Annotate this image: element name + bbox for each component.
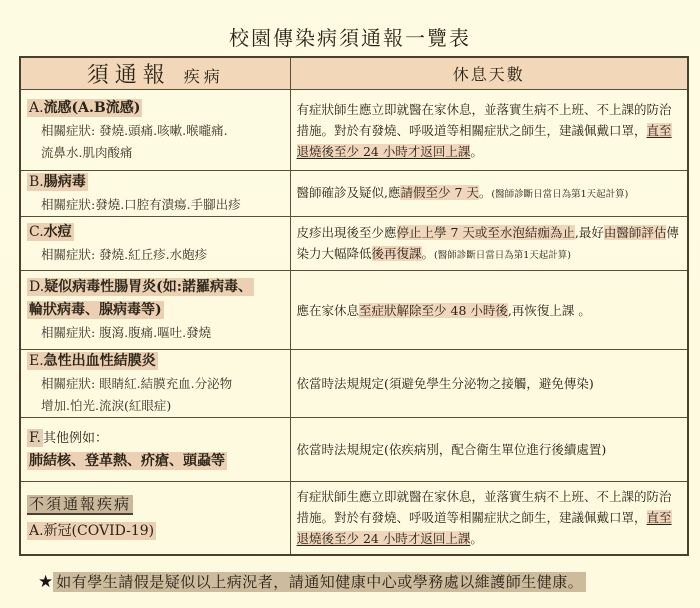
- symptoms: 流鼻水.肌肉酸痛: [41, 144, 133, 160]
- disease-report-table: [19, 56, 689, 556]
- star-icon: ★: [38, 572, 54, 592]
- table-row: [20, 418, 688, 482]
- symptoms: 相關症狀: 眼睛紅.結膜充血.分泌物: [41, 376, 233, 391]
- rest-highlight: 請假至少 7 天: [400, 185, 479, 200]
- rest-cell: 有症狀師生應立即就醫在家休息，並落實生病不上班、不上課的防治措施。對於有發燒、呼吸道等相關症狀之師生，建議佩戴口罩，直至退燒後至少 24 小時才返回上課。: [290, 90, 688, 171]
- footer-message: 如有學生請假是疑似以上病況者，請通知健康中心或學務處以維護師生健康。: [53, 572, 586, 592]
- rest-cell: 應在家休息至症狀解除至少 48 小時後,再恢復上課 。: [290, 271, 688, 350]
- disease-cell: [20, 271, 290, 350]
- rest-highlight: 至症狀解除至少 48 小時後: [359, 302, 508, 318]
- disease-name-cont: 輪狀病毒、腺病毒等): [29, 302, 162, 318]
- non-reportable-label: 不須通報疾病: [29, 494, 132, 513]
- table-row: [20, 171, 688, 217]
- disease-cell: [20, 90, 290, 171]
- table-header-row: [20, 57, 688, 90]
- table-row: [20, 350, 688, 418]
- rest-cell: 依當時法規規定(須避免學生分泌物之接觸，避免傳染): [290, 350, 688, 418]
- symptoms: 相關症狀: 腹瀉.腹痛.嘔吐.發燒: [41, 325, 212, 340]
- disease-name: A.新冠(COVID-19): [29, 522, 155, 539]
- header-rest-days: 休息天數: [290, 57, 688, 90]
- disease-name: B.腸病毒: [29, 174, 86, 190]
- disease-name: F.: [29, 429, 41, 446]
- disease-cell: [20, 217, 290, 271]
- rest-highlight: 直至退燒後至少 24 小時才返回上課: [296, 122, 672, 159]
- disease-examples: 肺結核、登革熱、疥瘡、頭蝨等: [29, 452, 225, 469]
- disease-cell: [20, 171, 290, 217]
- table-row: [20, 217, 688, 271]
- rest-note: (醫師診斷日當日為第1天起計算): [491, 189, 629, 200]
- table-row: [20, 90, 688, 171]
- rest-cell: 皮疹出現後至少應停止上學 7 天或至水泡結痂為止,最好由醫師評估傳染力大幅降低後再復課。(醫師診斷日當日為第1天起計算): [290, 217, 688, 271]
- footer-notice: [38, 571, 586, 592]
- symptoms: 相關症狀: 發燒.頭痛.咳嗽.喉嚨痛.: [41, 122, 228, 138]
- header-must-report: 須通報: [86, 63, 171, 88]
- rest-cell: 依當時法規規定(依疾病別，配合衛生單位進行後續處置): [290, 418, 688, 482]
- document-title: 校園傳染病須通報一覽表: [229, 26, 471, 50]
- symptoms: 相關症狀: 發燒.紅丘疹.水皰疹: [41, 247, 208, 262]
- table-row: [20, 271, 688, 350]
- disease-name: C.水痘: [29, 224, 72, 240]
- disease-cell: [20, 482, 290, 555]
- non-reportable-row: [20, 482, 688, 555]
- rest-highlight: 直至退燒後至少 24 小時才返回上課: [296, 510, 672, 547]
- disease-cell: [20, 350, 290, 418]
- disease-name: A.流感(A.B流感): [29, 99, 141, 116]
- symptoms: 相關症狀:發燒.口腔有潰瘍.手腳出疹: [41, 197, 241, 212]
- rest-note: (醫師診斷日當日為第1天起計算): [434, 249, 572, 261]
- rest-cell: 有症狀師生應立即就醫在家休息，並落實生病不上班、不上課的防治措施。對於有發燒、呼吸道等相關症狀之師生，建議佩戴口罩，直至退燒後至少 24 小時才返回上課。: [290, 482, 688, 555]
- disease-name: D.疑似病毒性腸胃炎(如:諾羅病毒、: [29, 279, 252, 295]
- rest-cell: 醫師確診及疑似,應請假至少 7 天。(醫師診斷日當日為第1天起計算): [290, 171, 688, 217]
- disease-cell: F. 其他例如： 肺結核、登革熱、疥瘡、頭蝨等: [20, 418, 290, 482]
- symptoms: 增加.怕光.流淚(紅眼症): [41, 398, 172, 413]
- header-disease: 疾病: [183, 67, 224, 86]
- disease-name: E.急性出血性結膜炎: [29, 353, 156, 369]
- header-disease-column: [20, 57, 290, 90]
